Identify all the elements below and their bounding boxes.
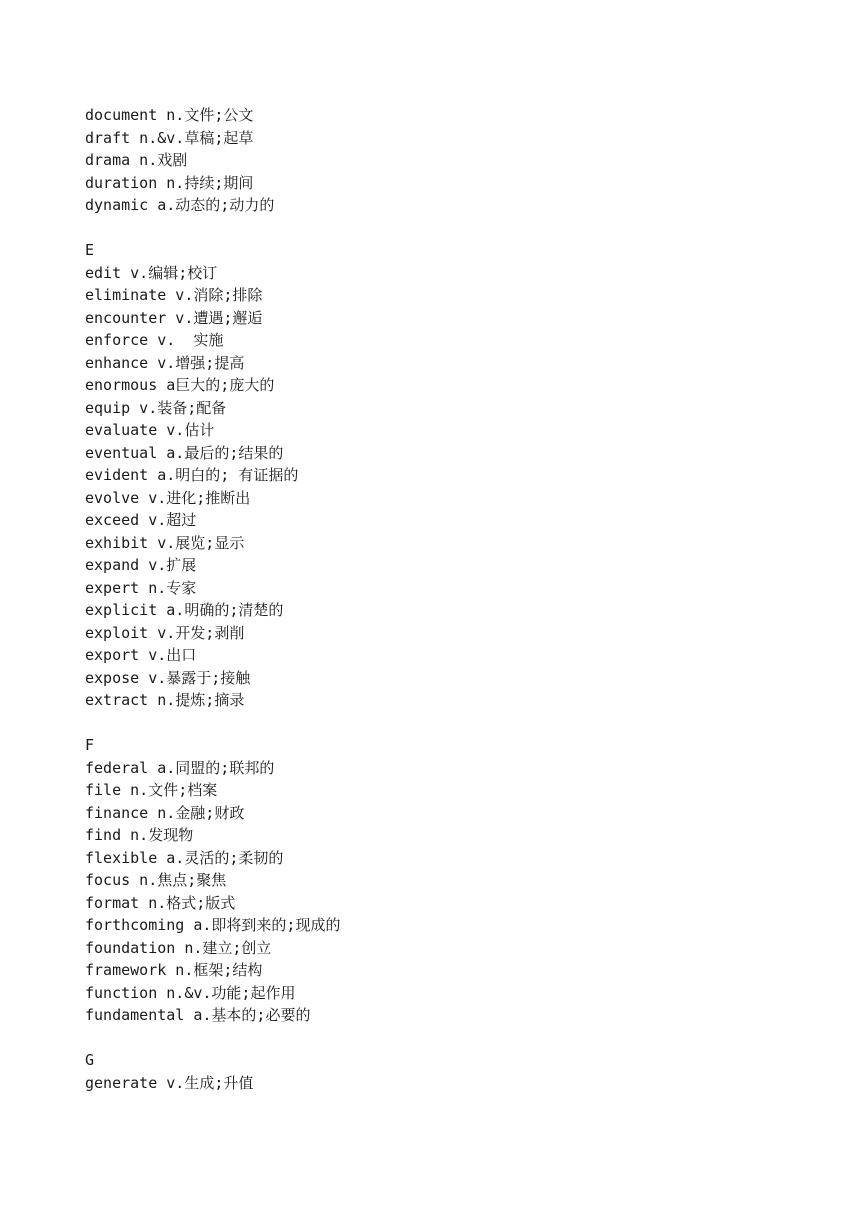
vocabulary-entry: duration n.持续;期间 bbox=[85, 173, 254, 192]
vocabulary-entry: eventual a.最后的;结果的 bbox=[85, 443, 284, 462]
vocabulary-entry: equip v.装备;配备 bbox=[85, 398, 227, 417]
vocabulary-entry: function n.&v.功能;起作用 bbox=[85, 983, 296, 1002]
vocabulary-entry: document n.文件;公文 bbox=[85, 106, 254, 124]
vocabulary-entry: drama n.戏剧 bbox=[85, 151, 188, 169]
vocabulary-entry: forthcoming a.即将到来的;现成的 bbox=[85, 916, 341, 934]
vocabulary-entry: fundamental a.基本的;必要的 bbox=[85, 1006, 311, 1024]
vocabulary-entry: draft n.&v.草稿;起草 bbox=[85, 128, 254, 147]
vocabulary-entry: enforce v. 实施 bbox=[85, 331, 224, 349]
section-spacer bbox=[85, 217, 825, 240]
vocabulary-entry: enhance v.增强;提高 bbox=[85, 353, 245, 372]
vocabulary-entry: evaluate v.估计 bbox=[85, 421, 215, 439]
vocabulary-entry: explicit a.明确的;清楚的 bbox=[85, 601, 284, 619]
vocabulary-entry: dynamic a.动态的;动力的 bbox=[85, 196, 275, 214]
vocabulary-entry: evident a.明白的; 有证据的 bbox=[85, 466, 299, 484]
vocabulary-entry: enormous a巨大的;庞大的 bbox=[85, 376, 275, 394]
vocabulary-entry: exceed v.超过 bbox=[85, 511, 197, 529]
vocabulary-entry: expert n.专家 bbox=[85, 578, 197, 597]
vocabulary-entry: file n.文件;档案 bbox=[85, 781, 218, 799]
vocabulary-entry: export v.出口 bbox=[85, 646, 197, 664]
vocabulary-entry: edit v.编辑;校订 bbox=[85, 263, 218, 282]
section-letter-heading: E bbox=[85, 241, 95, 259]
vocabulary-entry: extract n.提炼;摘录 bbox=[85, 691, 245, 709]
vocabulary-entry: exhibit v.展览;显示 bbox=[85, 533, 245, 552]
vocabulary-entry: flexible a.灵活的;柔韧的 bbox=[85, 848, 284, 867]
vocabulary-entry: find n.发现物 bbox=[85, 826, 194, 844]
section-spacer bbox=[85, 712, 825, 735]
vocabulary-entry: generate v.生成;升值 bbox=[85, 1073, 254, 1092]
vocabulary-entry: evolve v.进化;推断出 bbox=[85, 488, 251, 507]
section-letter-heading: G bbox=[85, 1051, 95, 1069]
vocabulary-entry: foundation n.建立;创立 bbox=[85, 938, 272, 957]
section-spacer bbox=[85, 1027, 825, 1050]
vocabulary-entry: finance n.金融;财政 bbox=[85, 803, 245, 822]
vocabulary-entry: format n.格式;版式 bbox=[85, 893, 236, 912]
vocabulary-page bbox=[85, 104, 825, 1094]
vocabulary-entry: focus n.焦点;聚焦 bbox=[85, 871, 227, 889]
section-letter-heading: F bbox=[85, 736, 95, 754]
vocabulary-entry: expose v.暴露于;接触 bbox=[85, 668, 251, 687]
vocabulary-entry: eliminate v.消除;排除 bbox=[85, 286, 263, 304]
vocabulary-entry: exploit v.开发;剥削 bbox=[85, 623, 245, 642]
vocabulary-entry: federal a.同盟的;联邦的 bbox=[85, 758, 275, 777]
vocabulary-entry: encounter v.遭遇;邂逅 bbox=[85, 308, 263, 327]
vocabulary-entry: expand v.扩展 bbox=[85, 556, 197, 574]
vocabulary-entry: framework n.框架;结构 bbox=[85, 961, 263, 979]
